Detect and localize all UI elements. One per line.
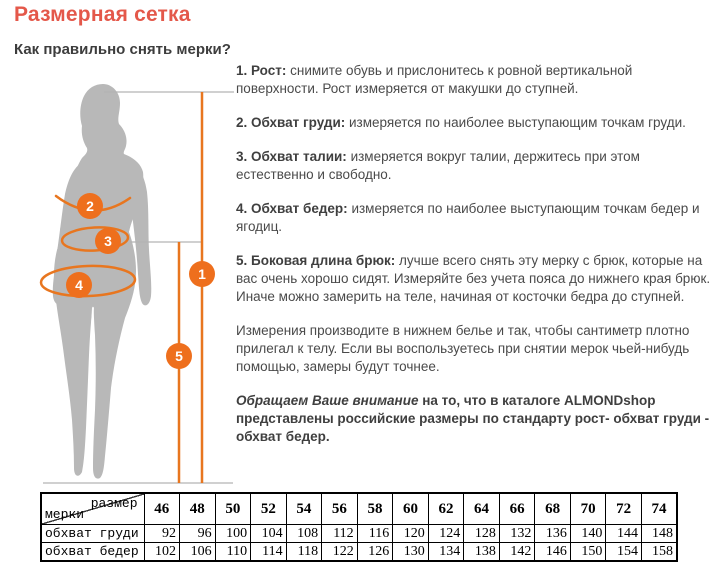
catalog-note xyxy=(236,392,715,446)
measure-value-cell: 122 xyxy=(322,543,358,562)
size-column-header: 66 xyxy=(499,493,535,525)
size-column-header: 72 xyxy=(606,493,642,525)
size-column-header: 74 xyxy=(641,493,677,525)
marker-height xyxy=(189,261,215,287)
measure-value-cell: 118 xyxy=(286,543,322,562)
catalog-note-lead: Обращаем Ваше внимание xyxy=(236,393,419,408)
measure-value-cell: 114 xyxy=(251,543,287,562)
size-column-header: 60 xyxy=(393,493,429,525)
instruction-height-lead: 1. Рост: xyxy=(236,63,287,78)
size-column-header: 46 xyxy=(144,493,180,525)
instruction-hips xyxy=(236,200,715,236)
table-corner-cell xyxy=(41,493,144,525)
size-table-body xyxy=(41,525,677,562)
measurement-figure-svg xyxy=(0,0,240,490)
table-row xyxy=(41,525,677,543)
measure-value-cell: 102 xyxy=(144,543,180,562)
marker-pant-length xyxy=(166,343,192,369)
marker-chest xyxy=(77,193,103,219)
measure-value-cell: 120 xyxy=(393,525,429,543)
measure-value-cell: 126 xyxy=(357,543,393,562)
size-column-header: 70 xyxy=(570,493,606,525)
marker-hips-label: 4 xyxy=(75,277,83,293)
instruction-chest xyxy=(236,114,715,132)
measure-value-cell: 96 xyxy=(180,525,216,543)
size-column-header: 48 xyxy=(180,493,216,525)
measure-value-cell: 116 xyxy=(357,525,393,543)
measure-value-cell: 138 xyxy=(464,543,500,562)
measure-value-cell: 106 xyxy=(180,543,216,562)
measure-value-cell: 92 xyxy=(144,525,180,543)
size-column-header: 68 xyxy=(535,493,571,525)
marker-pant-length-label: 5 xyxy=(175,348,183,364)
instruction-pant-length-lead: 5. Боковая длина брюк: xyxy=(236,253,396,268)
size-column-header: 54 xyxy=(286,493,322,525)
instruction-general-text: Измерения производите в нижнем белье и так, чтобы сантиметр плотно прилегал к телу. Если вы воспользуетесь при снятии мерок чьей-нибудь помощью, замеры будут точнее. xyxy=(236,323,690,374)
measure-value-cell: 108 xyxy=(286,525,322,543)
measure-value-cell: 130 xyxy=(393,543,429,562)
measure-value-cell: 124 xyxy=(428,525,464,543)
measure-value-cell: 158 xyxy=(641,543,677,562)
size-table xyxy=(40,492,678,562)
measure-value-cell: 142 xyxy=(499,543,535,562)
catalog-note-text: на то, что в каталоге ALMONDshop представлены российские размеры по стандарту рост- обхват груди - обхват бедер. xyxy=(236,393,710,444)
instruction-pant-length xyxy=(236,252,715,306)
instruction-height xyxy=(236,62,715,98)
size-column-header: 64 xyxy=(464,493,500,525)
measure-value-cell: 154 xyxy=(606,543,642,562)
measure-value-cell: 150 xyxy=(570,543,606,562)
measure-value-cell: 144 xyxy=(606,525,642,543)
measure-value-cell: 136 xyxy=(535,525,571,543)
measure-value-cell: 128 xyxy=(464,525,500,543)
measure-value-cell: 104 xyxy=(251,525,287,543)
size-column-header: 50 xyxy=(215,493,251,525)
measure-value-cell: 140 xyxy=(570,525,606,543)
marker-waist-label: 3 xyxy=(104,233,112,249)
instruction-height-text: снимите обувь и прислонитесь к ровной вертикальной поверхности. Рост измеряется от макушки до ступней. xyxy=(236,63,633,96)
marker-hips xyxy=(66,272,92,298)
measure-value-cell: 146 xyxy=(535,543,571,562)
measure-value-cell: 148 xyxy=(641,525,677,543)
instruction-pant-length-text: лучше всего снять эту мерку с брюк, которые на вас очень хорошо сидят. Измеряйте без учета пояса до нижнего края брюк. Иначе можно замерить на теле, начиная от косточки бедра до ступней. xyxy=(236,253,711,304)
instruction-hips-text: измеряется по наиболее выступающим точкам бедер и ягодиц. xyxy=(236,201,700,234)
instruction-chest-lead: 2. Обхват груди: xyxy=(236,115,346,130)
size-column-header: 52 xyxy=(251,493,287,525)
size-column-header: 56 xyxy=(322,493,358,525)
measure-value-cell: 100 xyxy=(215,525,251,543)
marker-chest-label: 2 xyxy=(86,198,94,214)
instruction-waist-lead: 3. Обхват талии: xyxy=(236,149,347,164)
measure-row-label: обхват груди xyxy=(41,525,144,543)
instruction-general xyxy=(236,322,715,376)
instruction-chest-text: измеряется по наиболее выступающим точкам груди. xyxy=(349,115,686,130)
measurement-diagram xyxy=(0,0,240,490)
page-title: Размерная сетка xyxy=(14,3,191,26)
size-column-header: 58 xyxy=(357,493,393,525)
instruction-hips-lead: 4. Обхват бедер: xyxy=(236,201,348,216)
measure-value-cell: 134 xyxy=(428,543,464,562)
size-table-header-row xyxy=(41,493,677,525)
table-row xyxy=(41,543,677,562)
measure-value-cell: 112 xyxy=(322,525,358,543)
marker-height-label: 1 xyxy=(198,266,206,282)
measure-row-label: обхват бедер xyxy=(41,543,144,562)
measure-value-cell: 132 xyxy=(499,525,535,543)
measure-value-cell: 110 xyxy=(215,543,251,562)
instructions-column xyxy=(236,62,715,462)
corner-label-size: размер xyxy=(90,496,138,511)
page-subtitle: Как правильно снять мерки? xyxy=(14,41,231,58)
size-column-header: 62 xyxy=(428,493,464,525)
corner-label-measures: мерки xyxy=(45,507,85,522)
instruction-waist-text: измеряется вокруг талии, держитесь при этом естественно и свободно. xyxy=(236,149,640,182)
instruction-waist xyxy=(236,148,715,184)
marker-waist xyxy=(95,228,121,254)
